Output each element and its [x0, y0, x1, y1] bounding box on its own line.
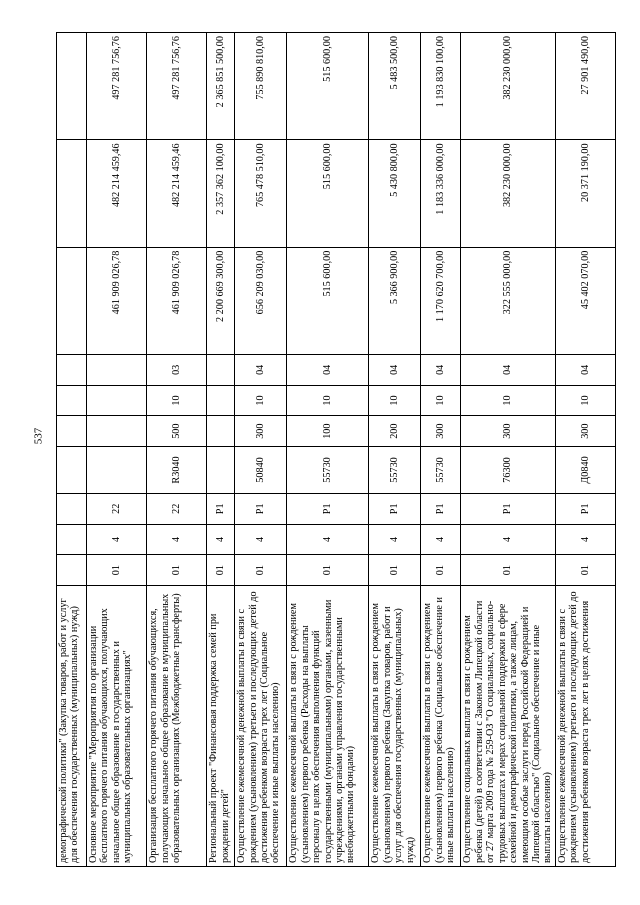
amount-cell-1: 45 402 070,00 [555, 247, 615, 354]
amount-cell-2: 20 371 190,00 [555, 140, 615, 247]
amount-cell-2 [57, 140, 87, 247]
code-cell: 01 [461, 555, 555, 586]
expense-type-cell: 200 [369, 416, 421, 447]
code-cell: 4 [369, 524, 421, 555]
table-row [555, 33, 615, 867]
code-cell: 4 [235, 524, 287, 555]
expense-type-cell: 100 [287, 416, 369, 447]
code-cell: P1 [421, 493, 461, 524]
subsection-cell [207, 355, 235, 386]
amount-cell-3: 2 365 851 500,00 [207, 33, 235, 140]
row-name-cell: Осуществление ежемесячной выплаты в связи с рождением (усыновлением) первого ребенка (Закупка товаров, работ и услуг для обеспечения государственных (муниципальных) нужд) [369, 585, 421, 866]
code-cell: 22 [147, 493, 207, 524]
table-row [287, 33, 369, 867]
section-cell [207, 385, 235, 416]
section-cell: 10 [235, 385, 287, 416]
amount-cell-2: 382 230 000,00 [461, 140, 555, 247]
code-cell: P1 [555, 493, 615, 524]
code-cell: 01 [555, 555, 615, 586]
code-cell: 01 [207, 555, 235, 586]
table-row [235, 33, 287, 867]
amount-cell-1: 2 200 669 300,00 [207, 247, 235, 354]
amount-cell-1: 322 555 000,00 [461, 247, 555, 354]
amount-cell-1 [57, 247, 87, 354]
row-name-cell: Осуществление ежемесячной денежной выплаты в связи с рождением (усыновлением) третьего и последующих детей до достижения ребенком возраста трех лет в целях достижения [555, 585, 615, 866]
code-cell: P1 [369, 493, 421, 524]
table-body [57, 33, 616, 867]
code-cell: 4 [207, 524, 235, 555]
budget-table [56, 32, 616, 867]
subsection-cell: 04 [555, 355, 615, 386]
section-cell: 10 [287, 385, 369, 416]
table-row [57, 33, 87, 867]
section-cell: 10 [461, 385, 555, 416]
expense-type-cell [87, 416, 147, 447]
code-cell: 4 [287, 524, 369, 555]
amount-cell-1: 515 600,00 [287, 247, 369, 354]
subsection-cell [87, 355, 147, 386]
code-cell: P1 [287, 493, 369, 524]
amount-cell-3 [57, 33, 87, 140]
code-cell: 4 [87, 524, 147, 555]
amount-cell-2: 1 183 336 000,00 [421, 140, 461, 247]
code-cell: P1 [235, 493, 287, 524]
target-article-cell: 55730 [421, 446, 461, 493]
expense-type-cell: 300 [421, 416, 461, 447]
section-cell: 10 [555, 385, 615, 416]
code-cell: 22 [87, 493, 147, 524]
amount-cell-3: 382 230 000,00 [461, 33, 555, 140]
table-row [147, 33, 207, 867]
expense-type-cell: 300 [461, 416, 555, 447]
table-row [207, 33, 235, 867]
amount-cell-3: 1 193 830 100,00 [421, 33, 461, 140]
section-cell: 10 [147, 385, 207, 416]
amount-cell-3: 5 483 500,00 [369, 33, 421, 140]
table-row [461, 33, 555, 867]
subsection-cell: 04 [287, 355, 369, 386]
code-cell: 4 [555, 524, 615, 555]
amount-cell-1: 461 909 026,78 [147, 247, 207, 354]
code-cell: 01 [87, 555, 147, 586]
subsection-cell: 04 [421, 355, 461, 386]
target-article-cell [207, 446, 235, 493]
amount-cell-2: 482 214 459,46 [147, 140, 207, 247]
code-cell: 01 [287, 555, 369, 586]
code-cell: 01 [369, 555, 421, 586]
amount-cell-3: 515 600,00 [287, 33, 369, 140]
expense-type-cell [207, 416, 235, 447]
expense-type-cell [57, 416, 87, 447]
amount-cell-2: 2 357 362 100,00 [207, 140, 235, 247]
target-article-cell: R3040 [147, 446, 207, 493]
row-name-cell: Осуществление ежемесячной денежной выплаты в связи с рождением (усыновлением) третьего и последующих детей до достижения ребенком возраста трех лет (Социальное обеспечение и иные выплаты населению) [235, 585, 287, 866]
amount-cell-3: 27 901 490,00 [555, 33, 615, 140]
amount-cell-2: 765 478 510,00 [235, 140, 287, 247]
amount-cell-2: 515 600,00 [287, 140, 369, 247]
amount-cell-1: 656 209 030,00 [235, 247, 287, 354]
code-cell [57, 524, 87, 555]
code-cell: P1 [461, 493, 555, 524]
amount-cell-2: 482 214 459,46 [87, 140, 147, 247]
row-name-cell: Осуществление социальных выплат в связи с рождением ребенка (детей) в соответствии с Законом Липецкой области от 27 марта 2009 года № 259-ОЗ "О социальных, социально-трудовых выплатах и мерах социальной поддержки в сфере семейной и демографической политики, а также лицам, имеющим особые заслуги перед Российской Федерацией и Липецкой областью" (Социальное обеспечение и иные выплаты населению) [461, 585, 555, 866]
subsection-cell: 04 [235, 355, 287, 386]
code-cell: P1 [207, 493, 235, 524]
target-article-cell: Д0840 [555, 446, 615, 493]
amount-cell-2: 5 430 800,00 [369, 140, 421, 247]
section-cell [87, 385, 147, 416]
section-cell: 10 [369, 385, 421, 416]
target-article-cell [87, 446, 147, 493]
target-article-cell: 55730 [287, 446, 369, 493]
subsection-cell: 04 [461, 355, 555, 386]
amount-cell-3: 497 281 756,76 [87, 33, 147, 140]
table-row [369, 33, 421, 867]
budget-table-rotated [56, 32, 616, 867]
code-cell: 01 [421, 555, 461, 586]
row-name-cell: Организация бесплатного горячего питания обучающихся, получающих начальное общее образование в муниципальных образовательных организациях (Межбюджетные трансферты) [147, 585, 207, 866]
amount-cell-1: 1 170 620 700,00 [421, 247, 461, 354]
amount-cell-3: 497 281 756,76 [147, 33, 207, 140]
target-article-cell: 55730 [369, 446, 421, 493]
budget-table-container [56, 32, 616, 867]
code-cell: 4 [421, 524, 461, 555]
row-name-cell: Осуществление ежемесячной выплаты в связи с рождением (усыновлением) первого ребенка (Расходы на выплаты персоналу в целях обеспечения выполнения функций государственными (муниципальными) органами, казенными учреждениями, органами управления государственными внебюджетными фондами) [287, 585, 369, 866]
code-cell [57, 493, 87, 524]
amount-cell-1: 461 909 026,78 [87, 247, 147, 354]
row-name-cell: Региональный проект "Финансовая поддержка семей при рождении детей" [207, 585, 235, 866]
code-cell: 01 [235, 555, 287, 586]
expense-type-cell: 300 [555, 416, 615, 447]
subsection-cell: 04 [369, 355, 421, 386]
code-cell [57, 555, 87, 586]
amount-cell-3: 755 890 810,00 [235, 33, 287, 140]
subsection-cell: 03 [147, 355, 207, 386]
expense-type-cell: 500 [147, 416, 207, 447]
subsection-cell [57, 355, 87, 386]
row-name-cell: Осуществление ежемесячной выплаты в связи с рождением (усыновлением) первого ребенка (Социальное обеспечение и иные выплаты населению) [421, 585, 461, 866]
page-number: 537 [32, 427, 45, 445]
table-row [87, 33, 147, 867]
table-row [421, 33, 461, 867]
target-article-cell [57, 446, 87, 493]
expense-type-cell: 300 [235, 416, 287, 447]
section-cell: 10 [421, 385, 461, 416]
row-name-cell: демографической политики" (Закупка товаров, работ и услуг для обеспечения государственных (муниципальных) нужд) [57, 585, 87, 866]
code-cell: 01 [147, 555, 207, 586]
target-article-cell: 50840 [235, 446, 287, 493]
row-name-cell: Основное мероприятие "Мероприятия по организации бесплатного горячего питания обучающихся, получающих начальное общее образование в государственных и муниципальных образовательных организациях" [87, 585, 147, 866]
code-cell: 4 [147, 524, 207, 555]
target-article-cell: 76300 [461, 446, 555, 493]
code-cell: 4 [461, 524, 555, 555]
section-cell [57, 385, 87, 416]
amount-cell-1: 5 366 900,00 [369, 247, 421, 354]
